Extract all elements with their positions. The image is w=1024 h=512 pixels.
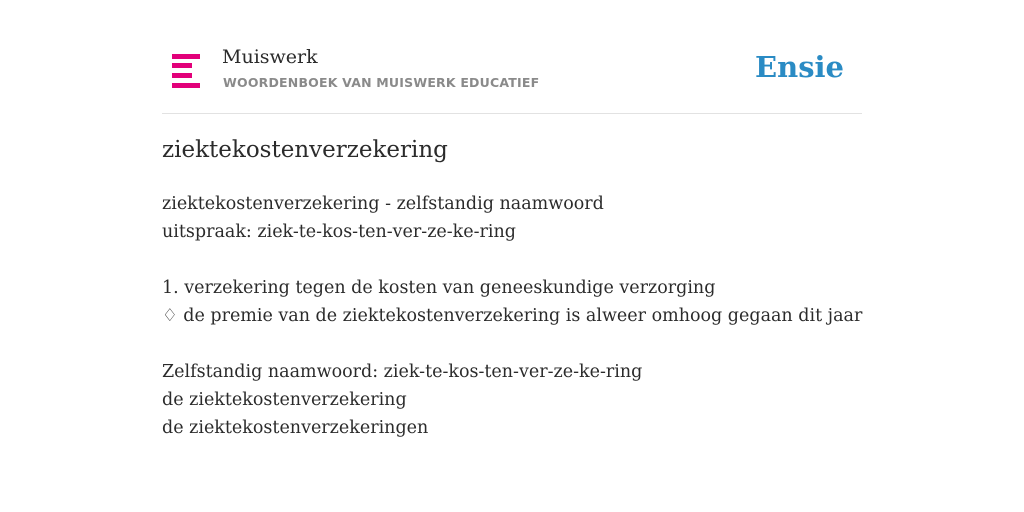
entry-line-pronunciation: uitspraak: ziek-te-kos-ten-ver-ze-ke-ring bbox=[162, 222, 516, 242]
entry-line-example: ♢ de premie van de ziektekostenverzekering is alweer omhoog gegaan dit jaar bbox=[162, 306, 863, 326]
muiswerk-logo-icon[interactable] bbox=[172, 54, 200, 88]
page bbox=[162, 0, 862, 512]
entry-line-definition: 1. verzekering tegen de kosten van geneeskundige verzorging bbox=[162, 278, 716, 298]
ensie-logo[interactable]: Ensie bbox=[755, 50, 844, 84]
entry-title: ziektekostenverzekering bbox=[162, 137, 448, 163]
entry-line-blank bbox=[162, 246, 862, 274]
entry-line-blank bbox=[162, 330, 862, 358]
brand-name[interactable]: Muiswerk bbox=[222, 46, 318, 68]
entry-line-plural: de ziektekostenverzekeringen bbox=[162, 418, 429, 438]
entry-line-word-class: Zelfstandig naamwoord: ziek-te-kos-ten-ver-ze-ke-ring bbox=[162, 362, 643, 382]
entry-line-singular: de ziektekostenverzekering bbox=[162, 390, 407, 410]
site-header bbox=[162, 40, 862, 114]
brand-subtitle: WOORDENBOEK VAN MUISWERK EDUCATIEF bbox=[223, 75, 540, 90]
entry-line-headword: ziektekostenverzekering - zelfstandig naamwoord bbox=[162, 194, 604, 214]
entry-content bbox=[162, 190, 862, 442]
